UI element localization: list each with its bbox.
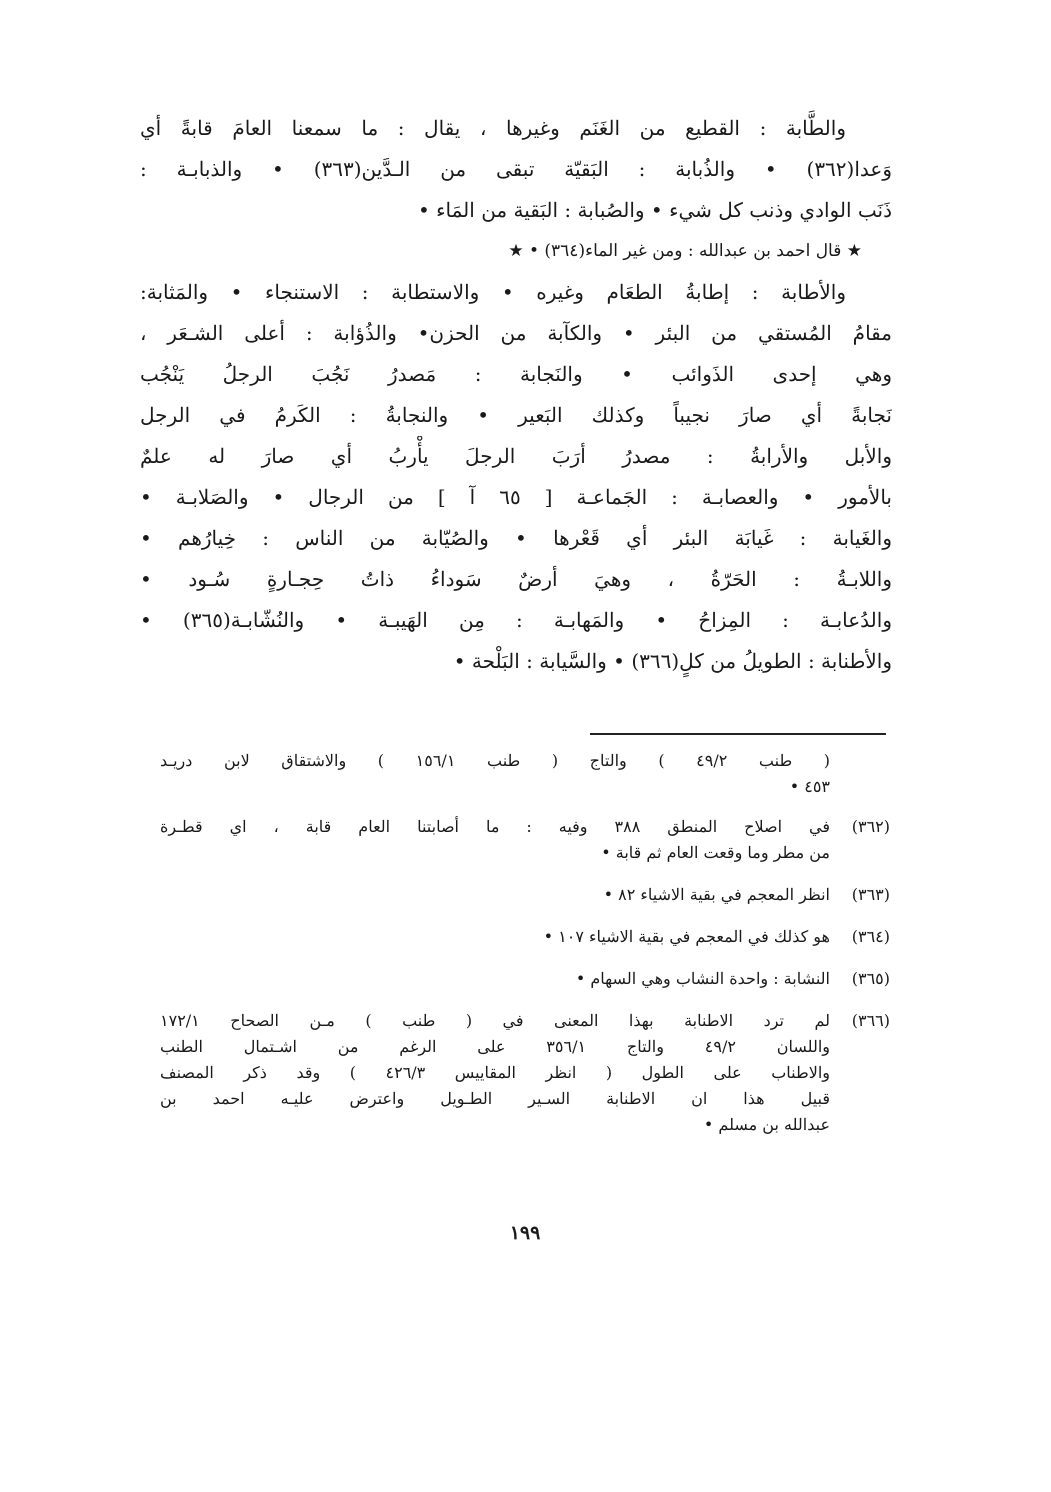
text-line: وَعدا(٣٦٢) • والذُبابة : البَقيّة تبقى من الـدَّين(٣٦٣) • والذبابـة : (140, 157, 892, 181)
text-line: ذَنَب الوادي وذنب كل شيء • والصُبابة : البَقية من المَاء • (417, 198, 892, 222)
footnote-364 (160, 924, 890, 950)
text-line: وهي إحدى الذَوائب • والنَجابة : مَصدرُ نَجُبَ الرجلُ يَنْجُب (140, 362, 892, 386)
footnote-line: لم ترد الاطنابة بهذا المعنى في ( طنب ) مـن الصحاح ١٧٢/١ (160, 1011, 830, 1030)
footnote-line: عبدالله بن مسلم • (703, 1115, 830, 1134)
footnote-line: ( طنب ٤٩/٢ ) والتاج ( طنب ١٥٦/١ ) والاشتقاق لابن دريـد (160, 751, 830, 770)
page-number: ١٩٩ (509, 1222, 541, 1244)
footnote-line: ٤٥٣ • (789, 777, 830, 796)
footnote-number: (٣٦٣) (851, 885, 890, 904)
footnote-body (160, 924, 830, 950)
footnote-body (160, 1008, 830, 1138)
text-line: والأطابة : إطابةُ الطعَام وغيره • والاستطابة : الاستنجاء • والمَثابة: (140, 280, 846, 304)
footnote-line: هو كذلك في المعجم في بقية الاشياء ١٠٧ • (543, 927, 830, 946)
text-line: والغَيابة : غَيابَة البئر أي قَعْرها • والصُيّابة من الناس : خِيارُهم • (140, 526, 892, 550)
footnote-line: قبيل هذا ان الاطنابة السـير الطـويل واعترض عليـه احمد بن (160, 1089, 830, 1108)
main-text-body (140, 108, 892, 682)
footnote-number: (٣٦٦) (851, 1011, 890, 1030)
text-line: نَجابةً أي صارَ نجيباً وكذلك البَعير • والنجابةُ : الكَرمُ في الرجل (140, 403, 892, 427)
footnote-divider (590, 733, 886, 735)
footnote-line: من مطر وما وقعت العام ثم قابة • (601, 843, 830, 862)
footnote-line: انظر المعجم في بقية الاشياء ٨٢ • (603, 885, 830, 904)
text-line: والأبل والأرابةُ : مصدرُ أرَبَ الرجلَ يأْربُ أي صارَ له علمٌ (140, 444, 892, 468)
footnote-number: (٣٦٥) (851, 969, 890, 988)
footnote-363 (160, 882, 890, 908)
footnote-body (160, 814, 830, 866)
footnotes-section (160, 748, 890, 1138)
footnote-line: في اصلاح المنطق ٣٨٨ وفيه : ما أصابتنا العام قابة ، اي قطـرة (160, 817, 830, 836)
footnote-body (160, 966, 830, 992)
text-line: مقامُ المُستقي من البئر • والكآبة من الحزن• والذُؤابة : أعلى الشـعَر ، (140, 321, 892, 345)
footnote-362 (160, 814, 890, 866)
text-line: واللابـةُ : الحَرّةُ ، وهيَ أرضٌ سَوداءُ ذاتُ حِجـارةٍ سُـود • (140, 567, 892, 591)
footnote-365 (160, 966, 890, 992)
footnote-body (160, 882, 830, 908)
footnote-number: (٣٦٤) (851, 927, 890, 946)
footnote-line: والاطناب على الطول ( انظر المقاييس ٤٢٦/٣ ) وقد ذكر المصنف (160, 1063, 830, 1082)
text-line: والدُعابـة : المِزاحُ • والمَهابـة : مِن الهَيبـة • والنُشّابـة(٣٦٥) • (140, 608, 892, 632)
text-line: ★ قال احمد بن عبدالله : ومن غير الماء(٣٦٤) • ★ (508, 241, 862, 261)
footnote-366 (160, 1008, 890, 1138)
text-line: والطَّابة : القطيع من الغَنَم وغيرها ، يقال : ما سمعنا العامَ قابةً أي (140, 116, 846, 140)
footnote-number: (٣٦٢) (851, 817, 890, 836)
footnote-line: واللسان ٤٩/٢ والتاج ٣٥٦/١ على الرغم من اشـتمال الطنب (160, 1037, 830, 1056)
text-line: والأطنابة : الطويلُ من كلٍ(٣٦٦) • والسَّيابة : البَلْحة • (453, 649, 892, 673)
footnote-line: النشابة : واحدة النشاب وهي السهام • (575, 969, 830, 988)
text-line: بالأمور • والعصابـة : الجَماعـة [ ٦٥ آ ] من الرجال • والصَلابـة • (140, 485, 892, 509)
footnote-continuation (160, 748, 890, 800)
